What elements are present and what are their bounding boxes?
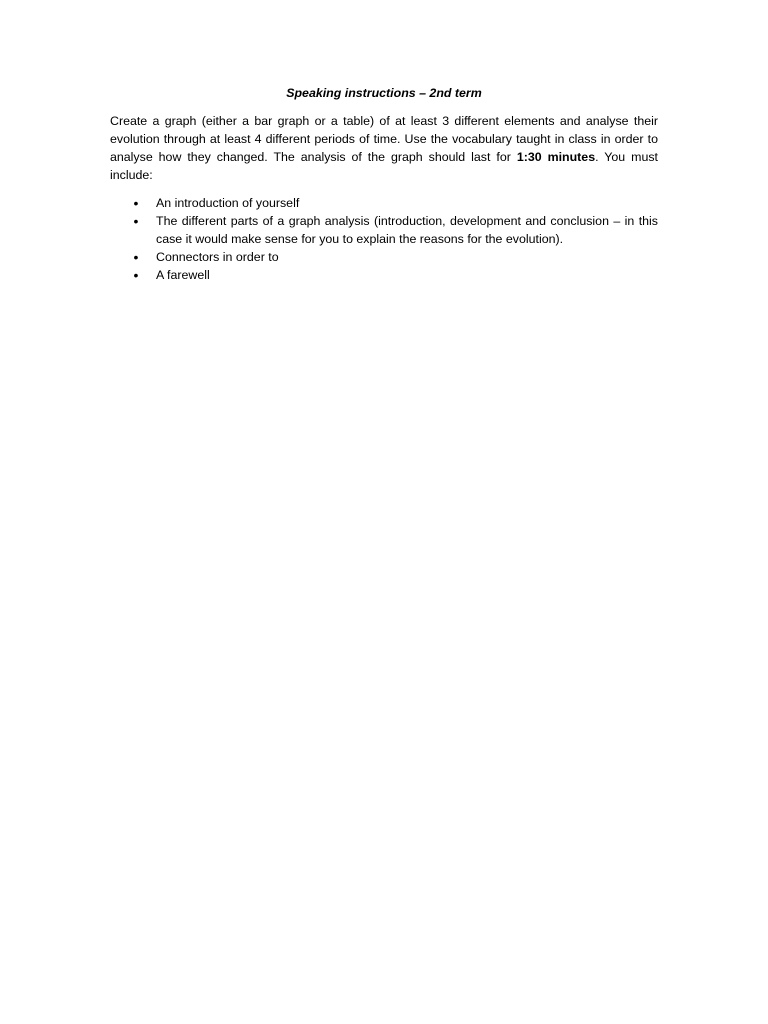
bullet-icon: • — [133, 195, 139, 211]
list-item — [110, 248, 658, 266]
bullet-icon: • — [133, 213, 139, 229]
document-content — [110, 84, 658, 284]
list-item — [110, 212, 658, 248]
list-item-text: The different parts of a graph analysis (introduction, development and conclusion – in this case it would make sense for you to explain the reasons for the evolution). — [156, 214, 658, 246]
duration-emphasis: 1:30 minutes — [516, 150, 596, 164]
list-item-text: Connectors in order to — [156, 250, 279, 264]
instructions-text: Create a graph (either a bar graph or a table) of at least 3 different elements and analyse their evolution through at least 4 different periods of time. Use the vocabulary taught in class in order to analyse how they changed. The analysis of the graph should last for — [110, 114, 658, 164]
bullet-icon: • — [133, 249, 139, 265]
list-item — [110, 266, 658, 284]
list-item — [110, 194, 658, 212]
instructions-paragraph — [110, 112, 658, 184]
document-title: Speaking instructions – 2nd term — [286, 86, 482, 100]
list-item-text: A farewell — [156, 268, 210, 282]
list-item-text: An introduction of yourself — [156, 196, 300, 210]
requirements-list — [110, 194, 658, 284]
instructions-text-end: . You must include: — [110, 150, 658, 182]
bullet-icon: • — [133, 267, 139, 283]
